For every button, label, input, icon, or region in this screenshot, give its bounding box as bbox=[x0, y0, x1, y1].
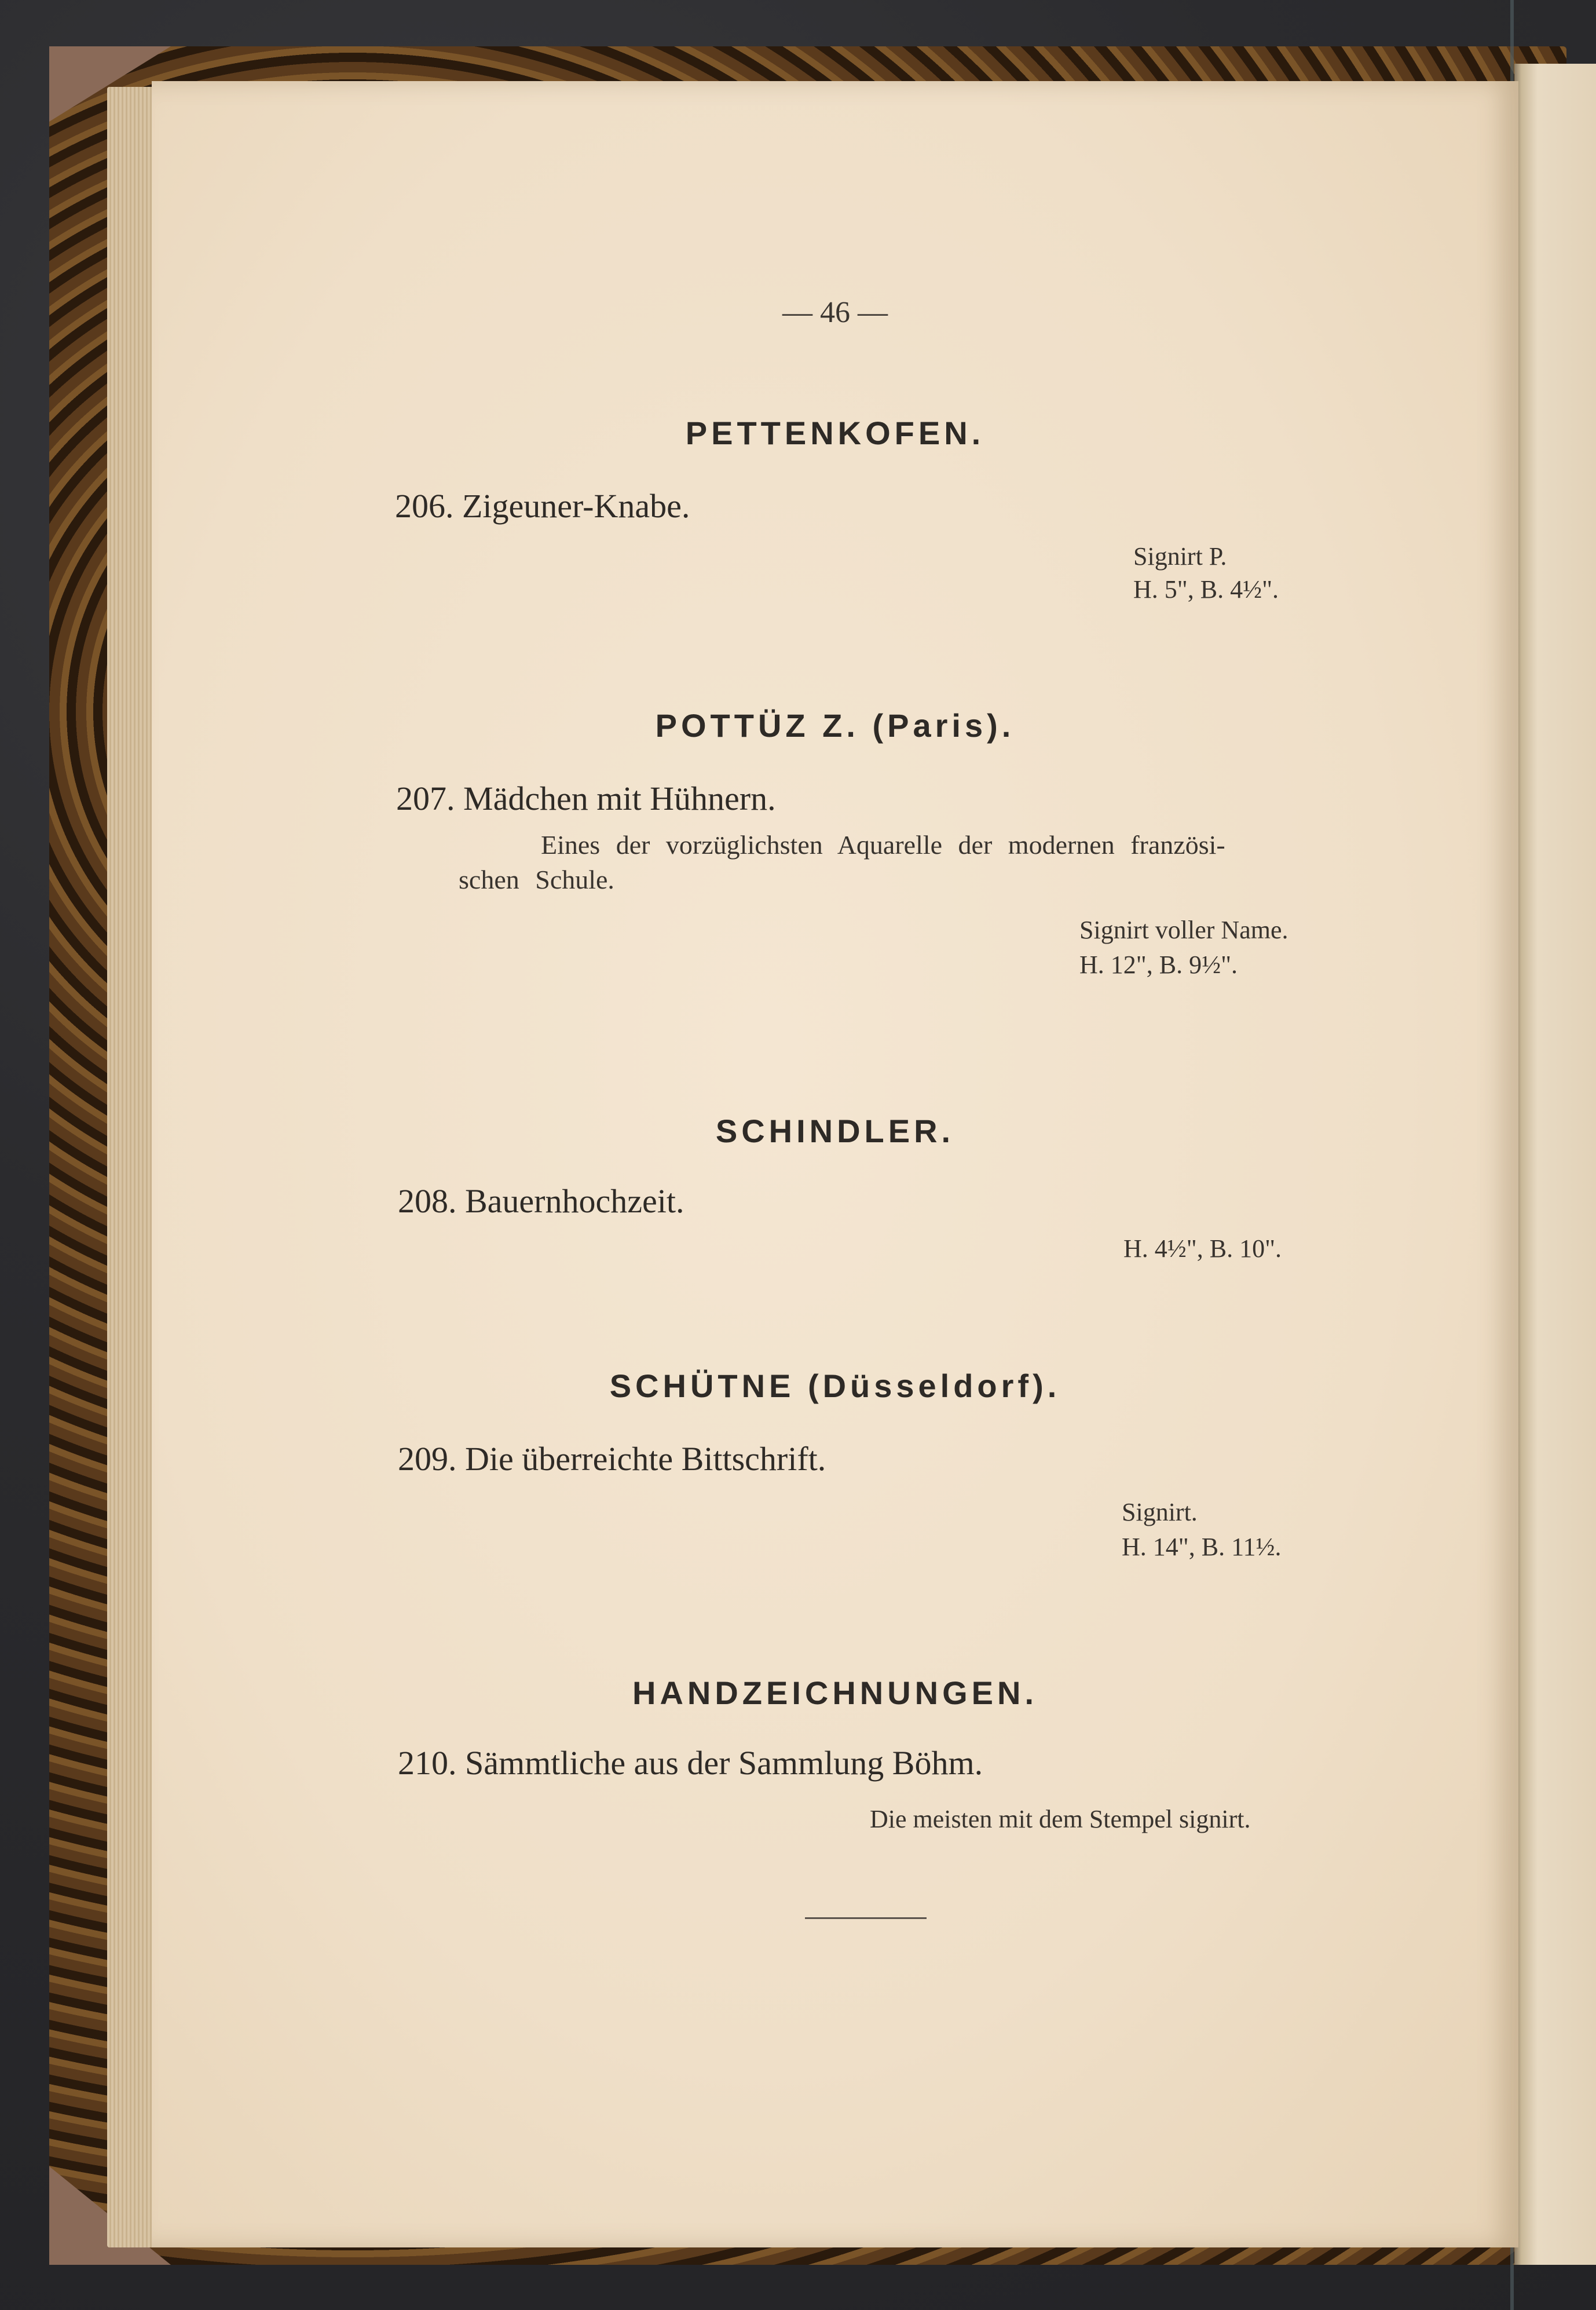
section-heading-schindler: SCHINDLER. bbox=[715, 1113, 955, 1149]
entry-note-signature: Signirt voller Name. bbox=[1079, 916, 1288, 944]
section-heading-handzeichnungen: HANDZEICHNUNGEN. bbox=[632, 1675, 1038, 1711]
entry-note-stamp: Die meisten mit dem Stempel signirt. bbox=[870, 1805, 1251, 1833]
section-heading-pettenkofen: PETTENKOFEN. bbox=[685, 415, 985, 451]
catalog-entry-210: 210. Sämmtliche aus der Sammlung Böhm. bbox=[398, 1744, 983, 1782]
entry-note-dimensions: H. 12", B. 9½". bbox=[1079, 951, 1238, 979]
catalog-entry-209: 209. Die überreichte Bittschrift. bbox=[398, 1440, 826, 1478]
catalog-entry-208: 208. Bauernhochzeit. bbox=[398, 1182, 684, 1220]
entry-note-dimensions: H. 4½", B. 10". bbox=[1123, 1234, 1282, 1263]
catalog-entry-206: 206. Zigeuner-Knabe. bbox=[395, 487, 690, 525]
entry-note-dimensions: H. 14", B. 11½. bbox=[1122, 1533, 1282, 1561]
entry-note-signature: Signirt. bbox=[1122, 1498, 1198, 1526]
entry-description-line-2: schen Schule. bbox=[459, 865, 614, 894]
section-heading-schutne: SCHÜTNE (Düsseldorf). bbox=[609, 1368, 1061, 1404]
entry-description-line-1: Eines der vorzüglichsten Aquarelle der modernen französi- bbox=[541, 830, 1225, 860]
entry-note-signature: Signirt P. bbox=[1133, 542, 1227, 571]
catalog-entry-207: 207. Mädchen mit Hühnern. bbox=[396, 780, 776, 817]
catalog-page bbox=[152, 81, 1518, 2247]
entry-note-dimensions: H. 5", B. 4½". bbox=[1133, 575, 1279, 604]
section-heading-pottuz: POTTÜZ Z. (Paris). bbox=[655, 707, 1015, 744]
facing-page-edge bbox=[1514, 64, 1596, 2265]
page-number: — 46 — bbox=[782, 296, 888, 329]
closing-rule bbox=[805, 1917, 927, 1919]
